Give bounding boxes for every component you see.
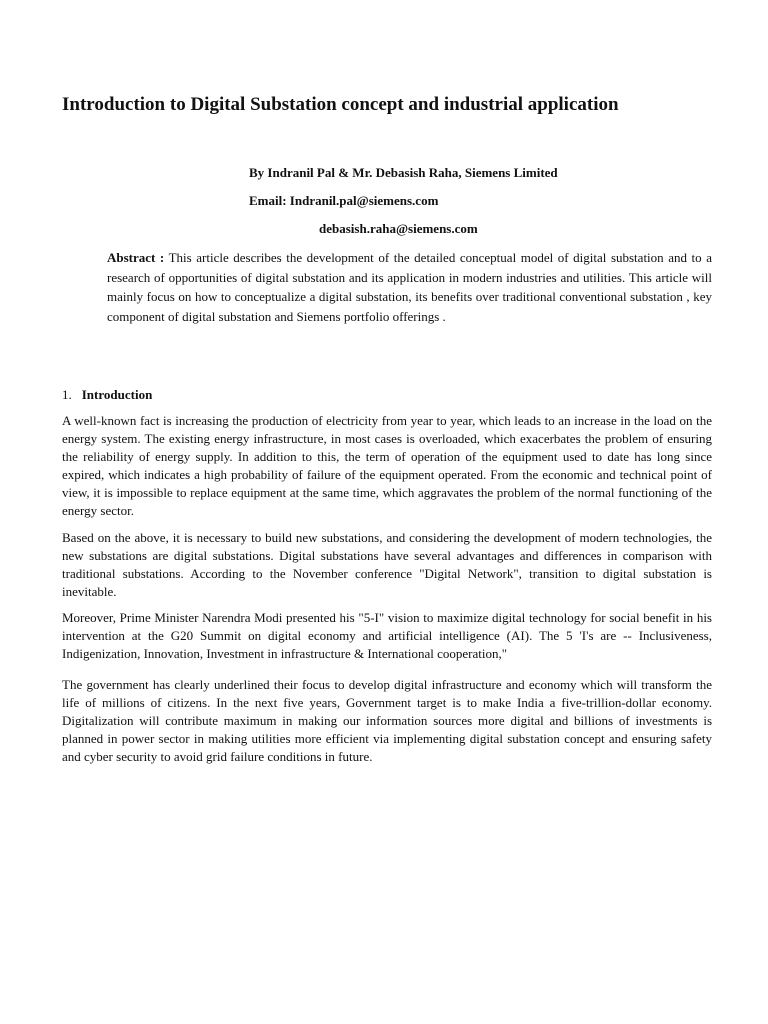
author-line: By Indranil Pal & Mr. Debasish Raha, Siemens Limited	[249, 165, 558, 180]
email-line-secondary: debasish.raha@siemens.com	[319, 221, 478, 236]
section-label: Introduction	[81, 387, 153, 402]
body-paragraph: The government has clearly underlined their focus to develop digital infrastructure and economy which will transform the life of millions of citizens. In the next five years, Government target is to make India a five-trillion-dollar economy. Digitalization will contribute maximum in making our information sources more digital and billions of investments is planned in power sector in making utilities more efficient via implementing digital substation concept and ensuring safety and cyber security to avoid grid failure conditions in future.	[62, 677, 712, 764]
document-title: Introduction to Digital Substation concept and industrial application	[62, 94, 619, 115]
abstract-label: Abstract :	[107, 250, 165, 265]
section-heading-introduction	[62, 386, 152, 404]
section-number: 1.	[62, 387, 72, 402]
body-paragraph: Moreover, Prime Minister Narendra Modi presented his "5-I" vision to maximize digital technology for social benefit in his intervention at the G20 Summit on digital economy and artificial intelligence (AI). The 5 'I's are -- Inclusiveness, Indigenization, Innovation, Investment in infrastructure & International cooperation,"	[62, 610, 712, 661]
abstract-text: This article describes the development of the detailed conceptual model of digital substation and to a research of opportunities of digital substation and its application in modern industries and utilities. This article will mainly focus on how to conceptualize a digital substation, its benefits over traditional conventional substation , key component of digital substation and Siemens portfolio offerings .	[107, 250, 712, 324]
abstract	[107, 248, 712, 326]
email-line-primary: Email: Indranil.pal@siemens.com	[249, 193, 439, 208]
body-paragraph: A well-known fact is increasing the production of electricity from year to year, which leads to an increase in the load on the energy system. The existing energy infrastructure, in most cases is overloaded, which exacerbates the problem of ensuring the reliability of energy supply. In addition to this, the term of operation of the equipment used to date has long since expired, which indicates a high probability of failure of the equipment operated. From the economic and technical point of view, it is impossible to replace equipment at the same time, which aggravates the problem of the normal functioning of the energy sector.	[62, 413, 712, 518]
body-paragraph: Based on the above, it is necessary to build new substations, and considering the development of modern technologies, the new substations are digital substations. Digital substations have several advantages and differences in comparison with traditional substations. According to the November conference "Digital Network", transition to digital substation is inevitable.	[62, 530, 712, 599]
